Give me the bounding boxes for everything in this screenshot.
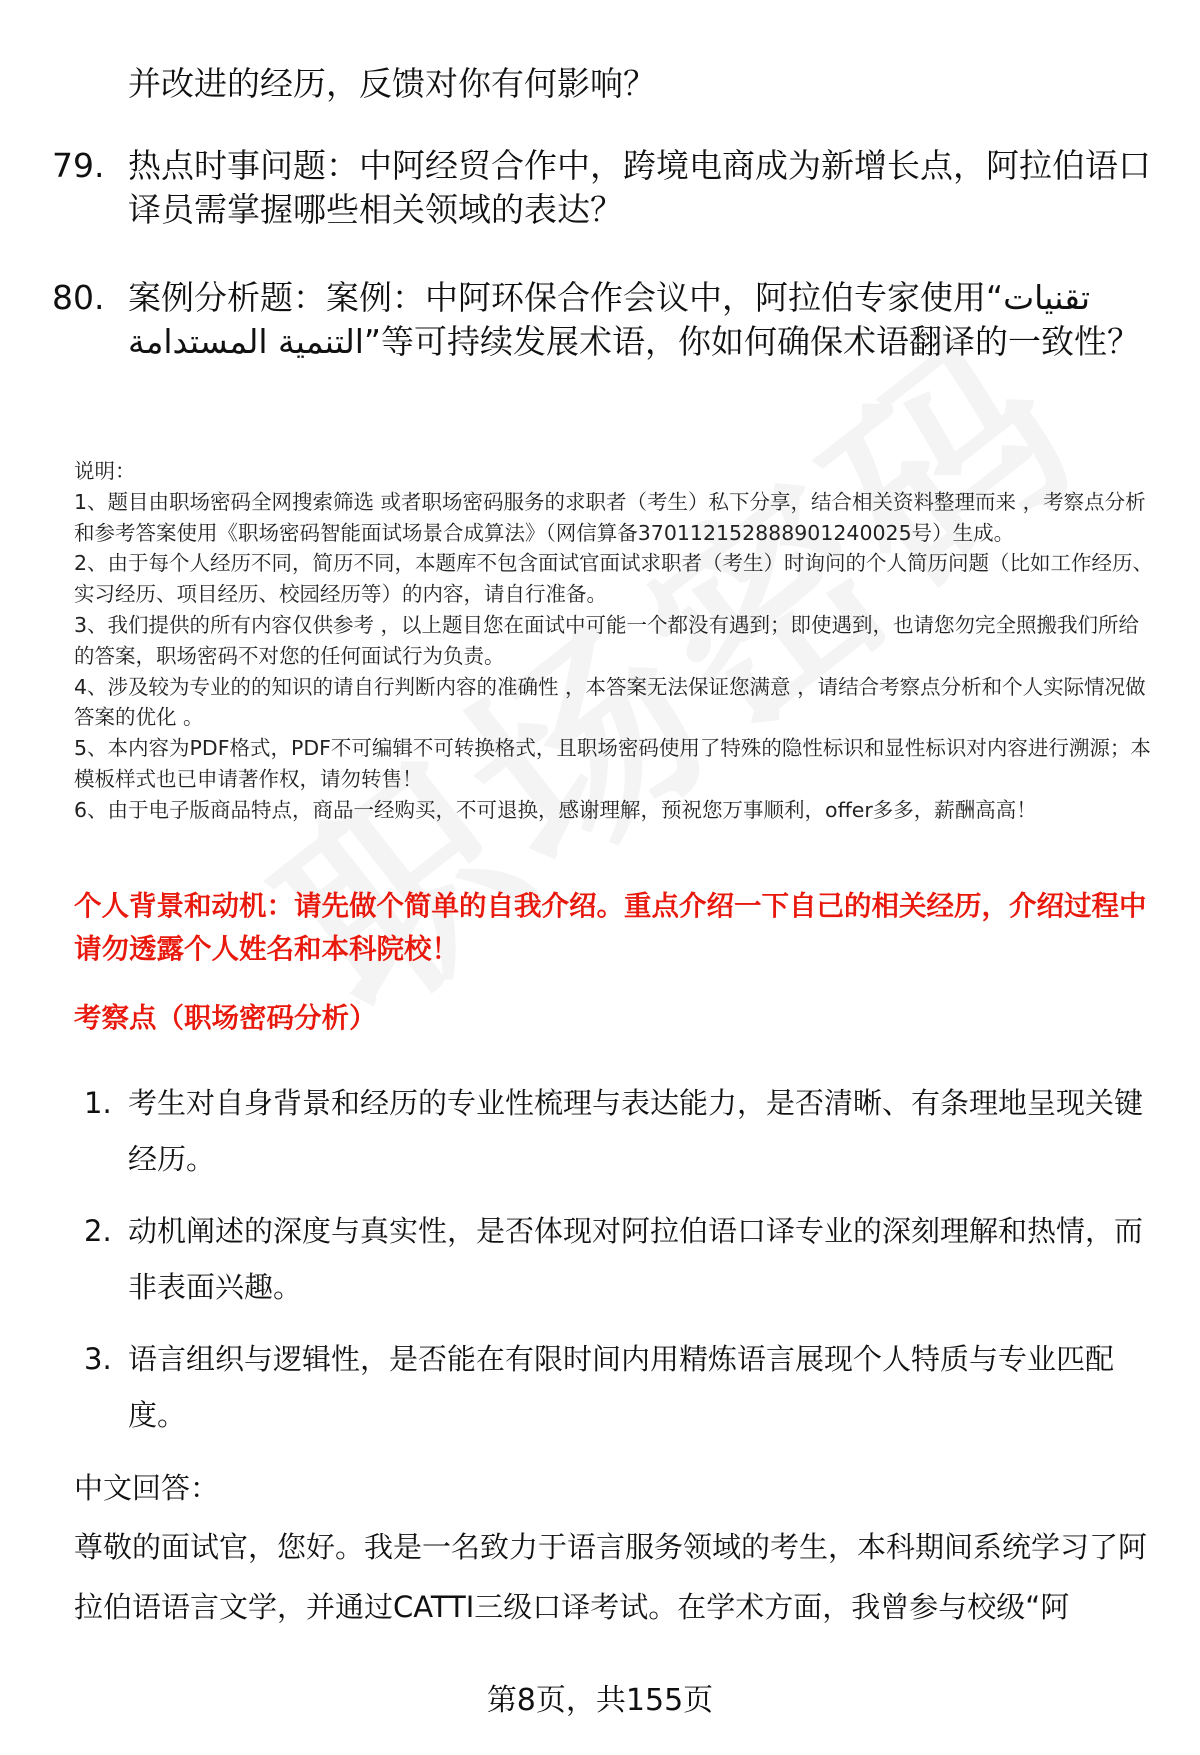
question-79: [52, 144, 1152, 232]
analysis-points: [74, 1075, 1154, 1459]
point-number: 3.: [84, 1342, 112, 1376]
note-item-1: 1、题目由职场密码全网搜索筛选 或者职场密码服务的求职者（考生）私下分享，结合相关资料整理而来 ，考察点分析和参考答案使用《职场密码智能面试场景合成算法》（网信算备370112152888901240025号）生成。: [74, 489, 1146, 545]
question-continuation: 并改进的经历，反馈对你有何影响？: [128, 64, 656, 103]
note-item-5: 5、本内容为PDF格式，PDF不可编辑不可转换格式，且职场密码使用了特殊的隐性标识和显性标识对内容进行溯源；本模板样式也已申请著作权，请勿转售！: [74, 736, 1151, 791]
question-text-before: 案例分析题：案例：中阿环保合作会议中，阿拉伯专家使用“: [128, 278, 1004, 317]
point-number: 1.: [84, 1086, 112, 1120]
question-number: 80.: [52, 278, 105, 317]
point-number: 2.: [84, 1214, 112, 1248]
arabic-term: تقنيات التنمية المستدامة: [128, 278, 1091, 361]
notes-title: 说明：: [74, 459, 136, 483]
note-item-4: 4、涉及较为专业的的知识的请自行判断内容的准确性 ，本答案无法保证您满意 ，请结合考察点分析和个人实际情况做答案的优化 。: [74, 674, 1146, 730]
question-text-after: ”等可持续发展术语，你如何确保术语翻译的一致性？: [363, 322, 1141, 361]
answer-text: 尊敬的面试官，您好。我是一名致力于语言服务领域的考生，本科期间系统学习了阿拉伯语语言文学，并通过CATTI三级口译考试。在学术方面，我曾参与校级“阿: [74, 1530, 1148, 1624]
notes-block: [74, 456, 1154, 826]
analysis-point: [74, 1075, 1154, 1187]
analysis-point: [74, 1331, 1154, 1443]
analysis-point: [74, 1203, 1154, 1315]
analysis-heading: 考察点（职场密码分析）: [74, 1002, 377, 1034]
answer-label: 中文回答：: [74, 1471, 220, 1505]
note-item-3: 3、我们提供的所有内容仅供参考 ，以上题目您在面试中可能一个都没有遇到；即使遇到，也请您勿完全照搬我们所给的答案，职场密码不对您的任何面试行为负责。: [74, 612, 1140, 668]
section-title: 个人背景和动机：请先做个简单的自我介绍。重点介绍一下自己的相关经历，介绍过程中请勿透露个人姓名和本科院校！: [74, 890, 1147, 965]
note-item-6: 6、由于电子版商品特点，商品一经购买，不可退换，感谢理解，预祝您万事顺利，offer多多，薪酬高高！: [74, 797, 1037, 822]
point-text: 动机阐述的深度与真实性，是否体现对阿拉伯语口译专业的深刻理解和热情，而非表面兴趣。: [128, 1214, 1144, 1304]
question-text: [128, 276, 1152, 364]
question-text: 热点时事问题：中阿经贸合作中，跨境电商成为新增长点，阿拉伯语口译员需掌握哪些相关领域的表达？: [128, 146, 1151, 229]
page-footer: 第8页，共155页: [486, 1683, 714, 1718]
note-item-2: 2、由于每个人经历不同，简历不同，本题库不包含面试官面试求职者（考生）时询问的个人简历问题（比如工作经历、实习经历、项目经历、校园经历等）的内容，请自行准备。: [74, 551, 1154, 607]
point-text: 考生对自身背景和经历的专业性梳理与表达能力，是否清晰、有条理地呈现关键经历。: [128, 1086, 1144, 1176]
question-80: [52, 276, 1152, 364]
question-number: 79.: [52, 146, 105, 185]
point-text: 语言组织与逻辑性，是否能在有限时间内用精炼语言展现个人特质与专业匹配度。: [128, 1342, 1115, 1432]
